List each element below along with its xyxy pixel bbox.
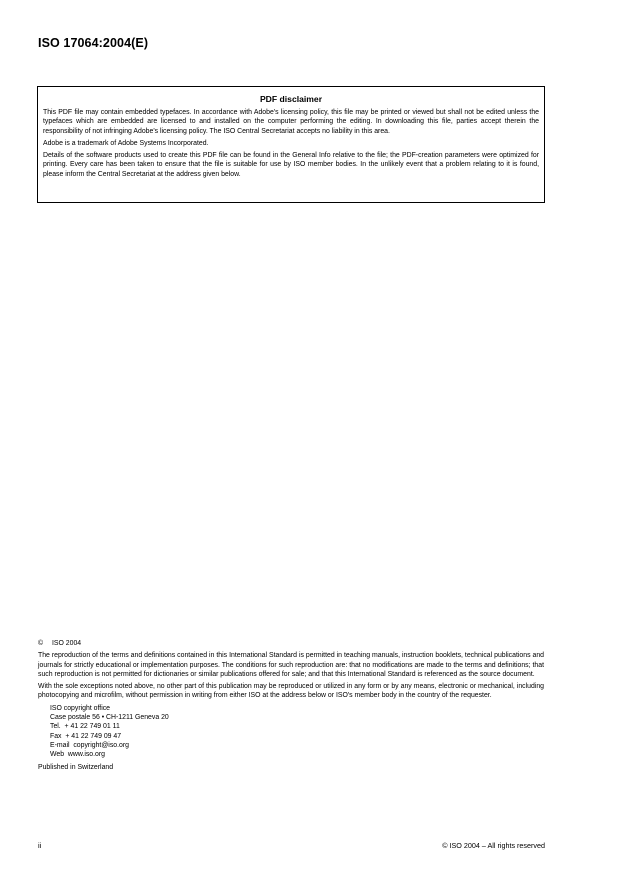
disclaimer-paragraph-trademark: Adobe is a trademark of Adobe Systems Incorporated. (43, 139, 209, 147)
footer-rights: © ISO 2004 – All rights reserved (442, 841, 545, 850)
address-tel: Tel. + 41 22 749 01 11 (50, 723, 120, 731)
address-email: E-mail copyright@iso.org (50, 741, 129, 749)
address-postal: Case postale 56 • CH-1211 Geneva 20 (50, 714, 169, 722)
copyright-year: ISO 2004 (52, 640, 82, 647)
published-location: Published in Switzerland (38, 763, 114, 771)
disclaimer-paragraph-details: Details of the software products used to create this PDF file can be found in the General Info relative to the file; the PDF-creation parameters were optimized for printing. Every care has been taken to ensure that the file is suitable for use by ISO member bodies. In the unlikely event that a problem relating to it is found, please inform the Central Secretariat at the address given below. (43, 152, 539, 178)
copyright-paragraph-reproduction: The reproduction of the terms and definitions contained in this International Standard is permitted in teaching manuals, instruction booklets, technical publications and journals for strictly educational or implementation purposes. The conditions for such reproduction are: that no modifications are made to the terms and definitions; that such reproduction is not permitted for dictionaries or similar publications offered for sale; and that this International Standard is referenced as the source document. (38, 652, 544, 678)
pdf-disclaimer-box (37, 86, 545, 203)
disclaimer-title: PDF disclaimer (259, 94, 323, 104)
copyright-section (38, 639, 544, 772)
page-number: ii (38, 841, 42, 850)
address-web: Web www.iso.org (50, 751, 106, 759)
document-id: ISO 17064:2004(E) (38, 36, 149, 50)
disclaimer-paragraph-licensing: This PDF file may contain embedded typefaces. In accordance with Adobe's licensing policy, this file may be printed or viewed but shall not be edited unless the typefaces which are embedded are licensed to and installed on the computer performing the editing. In downloading this file, parties accept therein the responsibility of not infringing Adobe's licensing policy. The ISO Central Secretariat accepts no liability in this area. (43, 109, 539, 135)
address-office: ISO copyright office (50, 704, 111, 712)
copyright-symbol: © (38, 640, 44, 647)
copyright-notice (38, 639, 544, 648)
copyright-office-address (38, 704, 544, 760)
copyright-paragraph-exceptions: With the sole exceptions noted above, no other part of this publication may be reproduced or utilized in any form or by any means, electronic or mechanical, including photocopying and microfilm, without permission in writing from either ISO at the address below or ISO's member body in the country of the requester. (38, 683, 544, 700)
address-fax: Fax + 41 22 749 09 47 (50, 732, 122, 740)
